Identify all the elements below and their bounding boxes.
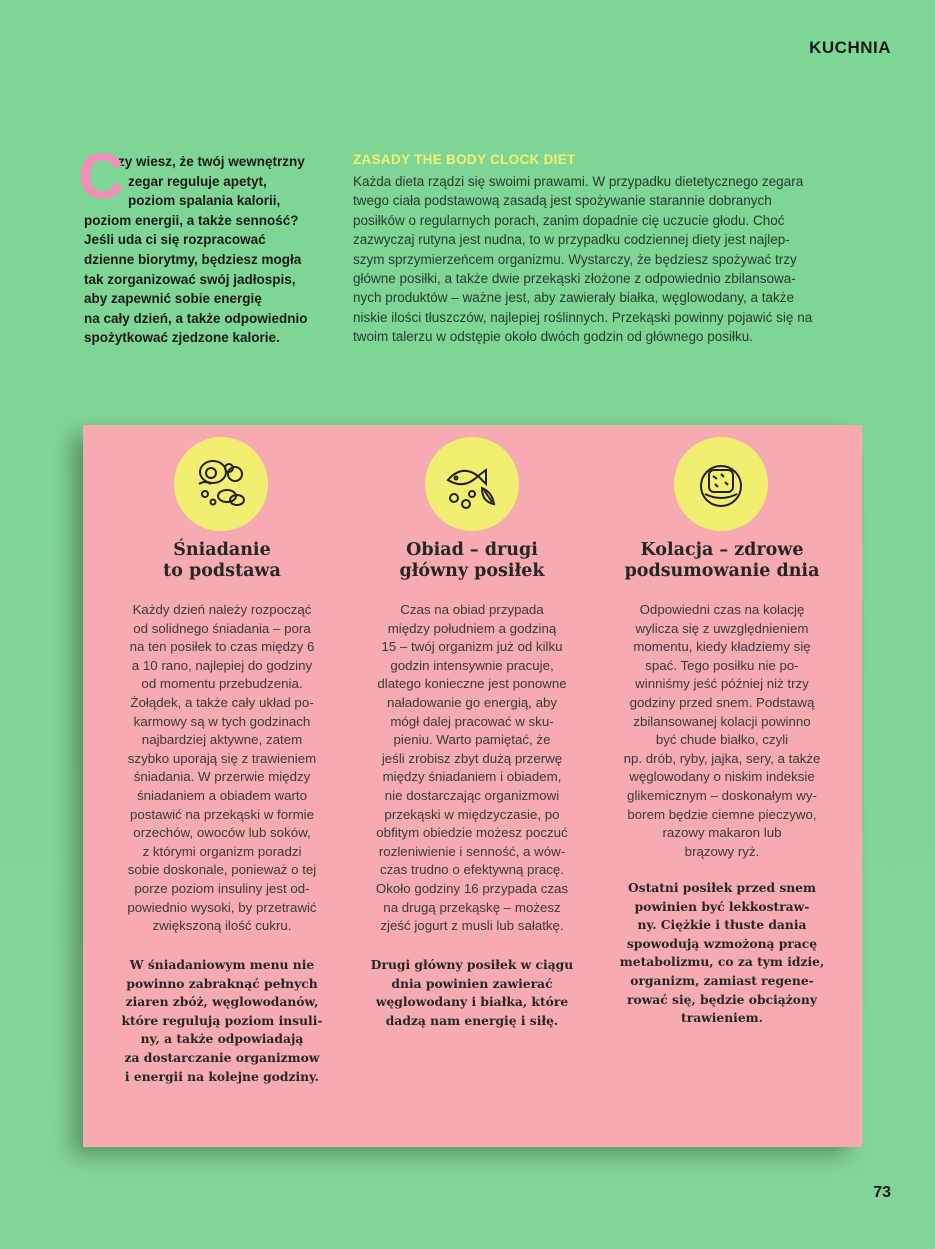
dinner-text: Odpowiedni czas na kolację wylicza się z uwzględnieniem momentu, kiedy kładziemy się spać. Tego posiłku nie po- winniśmy jeść później niż trzy godziny przed snem. Podstawą zbilansowanej kolacji powinno być chude białko, czyli np. drób, ryby, jajka, sery, a także węglowodany o niskim indeksie glikemicznym – doskonałym wy- borem będzie ciemne pieczywo, razowy makaron lub brązowy ryż. [623,602,821,859]
intro-line: zegar reguluje apetyt, [128,173,267,189]
section-label: KUCHNIA [809,38,891,57]
dinner-tip: Ostatni posiłek przed snem powinien być lekkostraw- ny. Ciężkie i tłuste dania spowodują wzmożoną pracę metabolizmu, co za tym idzie, organizm, zamiast regene- rować się, będzie obciążony trawieniem. [619,880,825,1026]
intro-line: poziom energii, a także senność? [84,212,299,228]
breakfast-egg-icon [174,437,268,531]
intro-line: aby zapewnić sobie energię [84,291,262,307]
rules-title: ZASADY THE BODY CLOCK DIET [353,152,576,167]
intro-line: spożytkować zjedzone kalorie. [84,330,280,346]
breakfast-heading: Śniadanie to podstawa [163,540,281,581]
fish-salad-icon [425,437,519,531]
rules-line: niskie ilości tłuszczów, najlepiej roślinnych. Przekąski powinny pojawić się na [353,309,813,325]
intro-paragraph [78,140,324,348]
lunch-heading: Obiad – drugi główny posiłek [399,540,545,581]
page-number: 73 [873,1184,891,1201]
rules-line: twoim talerzu w odstępie około dwóch godzin od głównego posiłku. [353,329,753,345]
intro-line: dzienne biorytmy, będziesz mogła [84,251,302,267]
lunch-tip: Drugi główny posiłek w ciągu dnia powinien zawierać węglowodany i białka, które dadzą nam energię i siłę. [370,957,574,1028]
rules-paragraph [353,172,873,347]
intro-line: zy wiesz, że twój wewnętrzny [118,154,305,169]
intro-line: tak zorganizować swój jadłospis, [84,271,296,287]
lunch-text: Czas na obiad przypada między południem a godziną 15 – twój organizm już od kilku godzin intensywnie pracuje, dlatego konieczne jest ponowne naładowanie go energią, aby mógł dalej pracować w sku- pieniu. Warto pamiętać, że jeśli zrobisz zbyt dużą przerwę między śniadaniem i obiadem, nie dostarczając organizmowi przekąski w międzyczasie, po obfitym obiedzie możesz poczuć rozleniwienie i senność, a wów- czas trudno o efektywną pracę. Około godziny 16 przypada czas na drugą przekąskę – możesz zjeść jogurt z musli lub sałatkę. [375,602,569,934]
breakfast-text: Każdy dzień należy rozpocząć od solidnego śniadania – pora na ten posiłek to czas między 6 a 10 rano, najlepiej do godziny od momentu przebudzenia. Żołądek, a także cały układ po- karmowy są w tych godzinach najbardziej aktywne, zatem szybko uporają się z trawieniem śniadania. W przerwie między śniadaniem a obiadem warto postawić na przekąski w formie orzechów, owoców lub soków, z którymi organizm poradzi sobie doskonale, ponieważ o tej porze poziom insuliny jest od- powiednio wysoki, by przetrawić zwiększoną ilość cukru. [127,602,317,934]
rules-line: nych produktów – ważne jest, aby zawierały białka, węglowodany, a także [353,290,794,306]
intro-line: poziom spalania kalorii, [128,193,281,209]
rules-line: główne posiłki, a także dwie przekąski złożone z odpowiednio zbilansowa- [353,271,796,287]
rules-line: twego ciała podstawową zasadą jest spożywanie starannie dobranych [353,193,772,209]
rules-line: szym sprzymierzeńcem organizmu. Wystarczy, że będziesz spożywać trzy [353,251,797,267]
rules-line: Każda dieta rządzi się swoimi prawami. W przypadku dietetycznego zegara [353,174,804,189]
sandwich-icon [674,437,768,531]
drop-cap: C [78,140,125,212]
rules-line: posiłków o regularnych porach, zanim dopadnie cię uczucie głodu. Choć [353,212,785,228]
rules-line: zazwyczaj rutyna jest nudna, to w przypadku codziennej diety jest najlep- [353,232,790,248]
intro-line: Jeśli uda ci się rozpracować [84,232,266,248]
dinner-heading: Kolacja – zdrowe podsumowanie dnia [624,540,820,581]
breakfast-tip: W śniadaniowym menu nie powinno zabraknąć pełnych ziaren zbóż, węglowodanów, które regulują poziom insuli- ny, a także odpowiadają za dostarczanie organizmow i energii na kolejne godziny. [121,957,323,1084]
intro-line: na cały dzień, a także odpowiednio [84,310,308,326]
meals-panel [83,425,862,1147]
